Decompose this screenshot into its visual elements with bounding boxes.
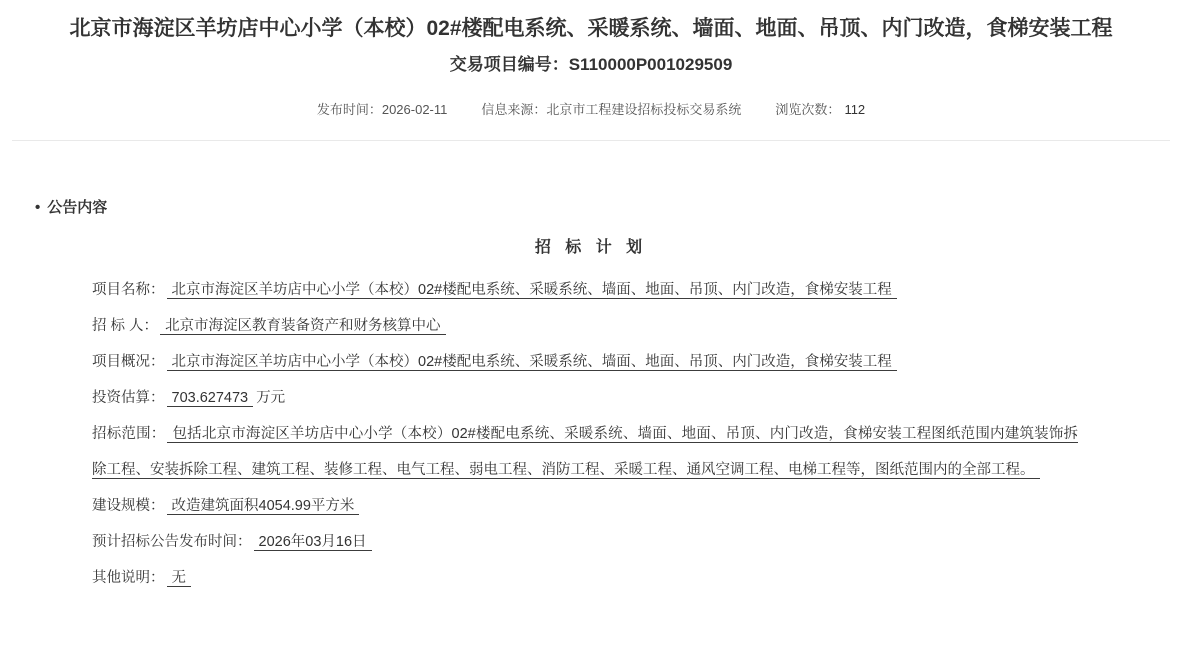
field-project-overview-label: 项目概况： — [92, 354, 165, 370]
field-tender-scope — [92, 416, 1078, 488]
field-expected-announce-date-value: 2026年03月16日 — [254, 534, 372, 551]
field-tenderee-label: 招 标 人： — [92, 318, 159, 334]
header-divider — [12, 140, 1170, 141]
announcement-section-title: 公告内容 — [47, 199, 108, 216]
field-investment-estimate-label: 投资估算： — [92, 390, 165, 406]
field-investment-estimate-value: 703.627473 — [167, 390, 254, 407]
field-construction-scale-value: 改造建筑面积4054.99平方米 — [167, 498, 360, 515]
bullet-icon: • — [35, 199, 41, 216]
field-other-notes-value: 无 — [167, 570, 192, 587]
field-investment-estimate — [92, 380, 1078, 416]
page-header — [0, 0, 1182, 119]
field-expected-announce-date-label: 预计招标公告发布时间： — [92, 534, 252, 550]
field-project-overview — [92, 344, 1078, 380]
meta-publish-time-value: 2026-02-11 — [381, 102, 448, 117]
meta-source-value: 北京市工程建设招标投标交易系统 — [546, 102, 742, 117]
meta-views-value: 112 — [844, 102, 866, 117]
field-project-overview-value: 北京市海淀区羊坊店中心小学（本校）02#楼配电系统、采暖系统、墙面、地面、吊顶、内门改造，食梯安装工程 — [167, 354, 897, 371]
meta-source-label: 信息来源： — [481, 102, 547, 117]
meta-publish-time-label: 发布时间： — [316, 102, 382, 117]
field-construction-scale-label: 建设规模： — [92, 498, 165, 514]
field-project-name — [92, 272, 1078, 308]
field-project-name-label: 项目名称： — [92, 282, 165, 298]
project-number-label: 交易项目编号： — [449, 55, 569, 74]
announcement-section-heading — [35, 198, 1182, 218]
announcement-fields — [92, 272, 1078, 596]
page-title: 北京市海淀区羊坊店中心小学（本校）02#楼配电系统、采暖系统、墙面、地面、吊顶、内门改造，食梯安装工程 — [69, 17, 1113, 40]
project-number-line — [0, 54, 1182, 76]
project-number-value: S110000P001029509 — [568, 55, 733, 74]
meta-row — [0, 101, 1182, 119]
field-construction-scale — [92, 488, 1078, 524]
field-other-notes — [92, 560, 1078, 596]
field-tenderee-value: 北京市海淀区教育装备资产和财务核算中心 — [160, 318, 446, 335]
meta-views — [775, 101, 865, 119]
field-tender-scope-label: 招标范围： — [92, 426, 166, 442]
tender-plan-heading: 招 标 计 划 — [534, 239, 648, 256]
field-tenderee — [92, 308, 1078, 344]
field-other-notes-label: 其他说明： — [92, 570, 165, 586]
meta-views-label: 浏览次数： — [775, 102, 841, 117]
field-investment-estimate-unit: 万元 — [256, 390, 286, 406]
field-project-name-value: 北京市海淀区羊坊店中心小学（本校）02#楼配电系统、采暖系统、墙面、地面、吊顶、内门改造，食梯安装工程 — [167, 282, 897, 299]
meta-source — [481, 101, 741, 119]
field-expected-announce-date — [92, 524, 1078, 560]
meta-publish-time — [317, 101, 448, 119]
field-tender-scope-value: 包括北京市海淀区羊坊店中心小学（本校）02#楼配电系统、采暖系统、墙面、地面、吊顶、内门改造，食梯安装工程图纸范围内建筑装饰拆除工程、安装拆除工程、建筑工程、装修工程、电气工程、弱电工程、消防工程、采暖工程、通风空调工程、电梯工程等，图纸范围内的全部工程。 — [92, 426, 1079, 478]
